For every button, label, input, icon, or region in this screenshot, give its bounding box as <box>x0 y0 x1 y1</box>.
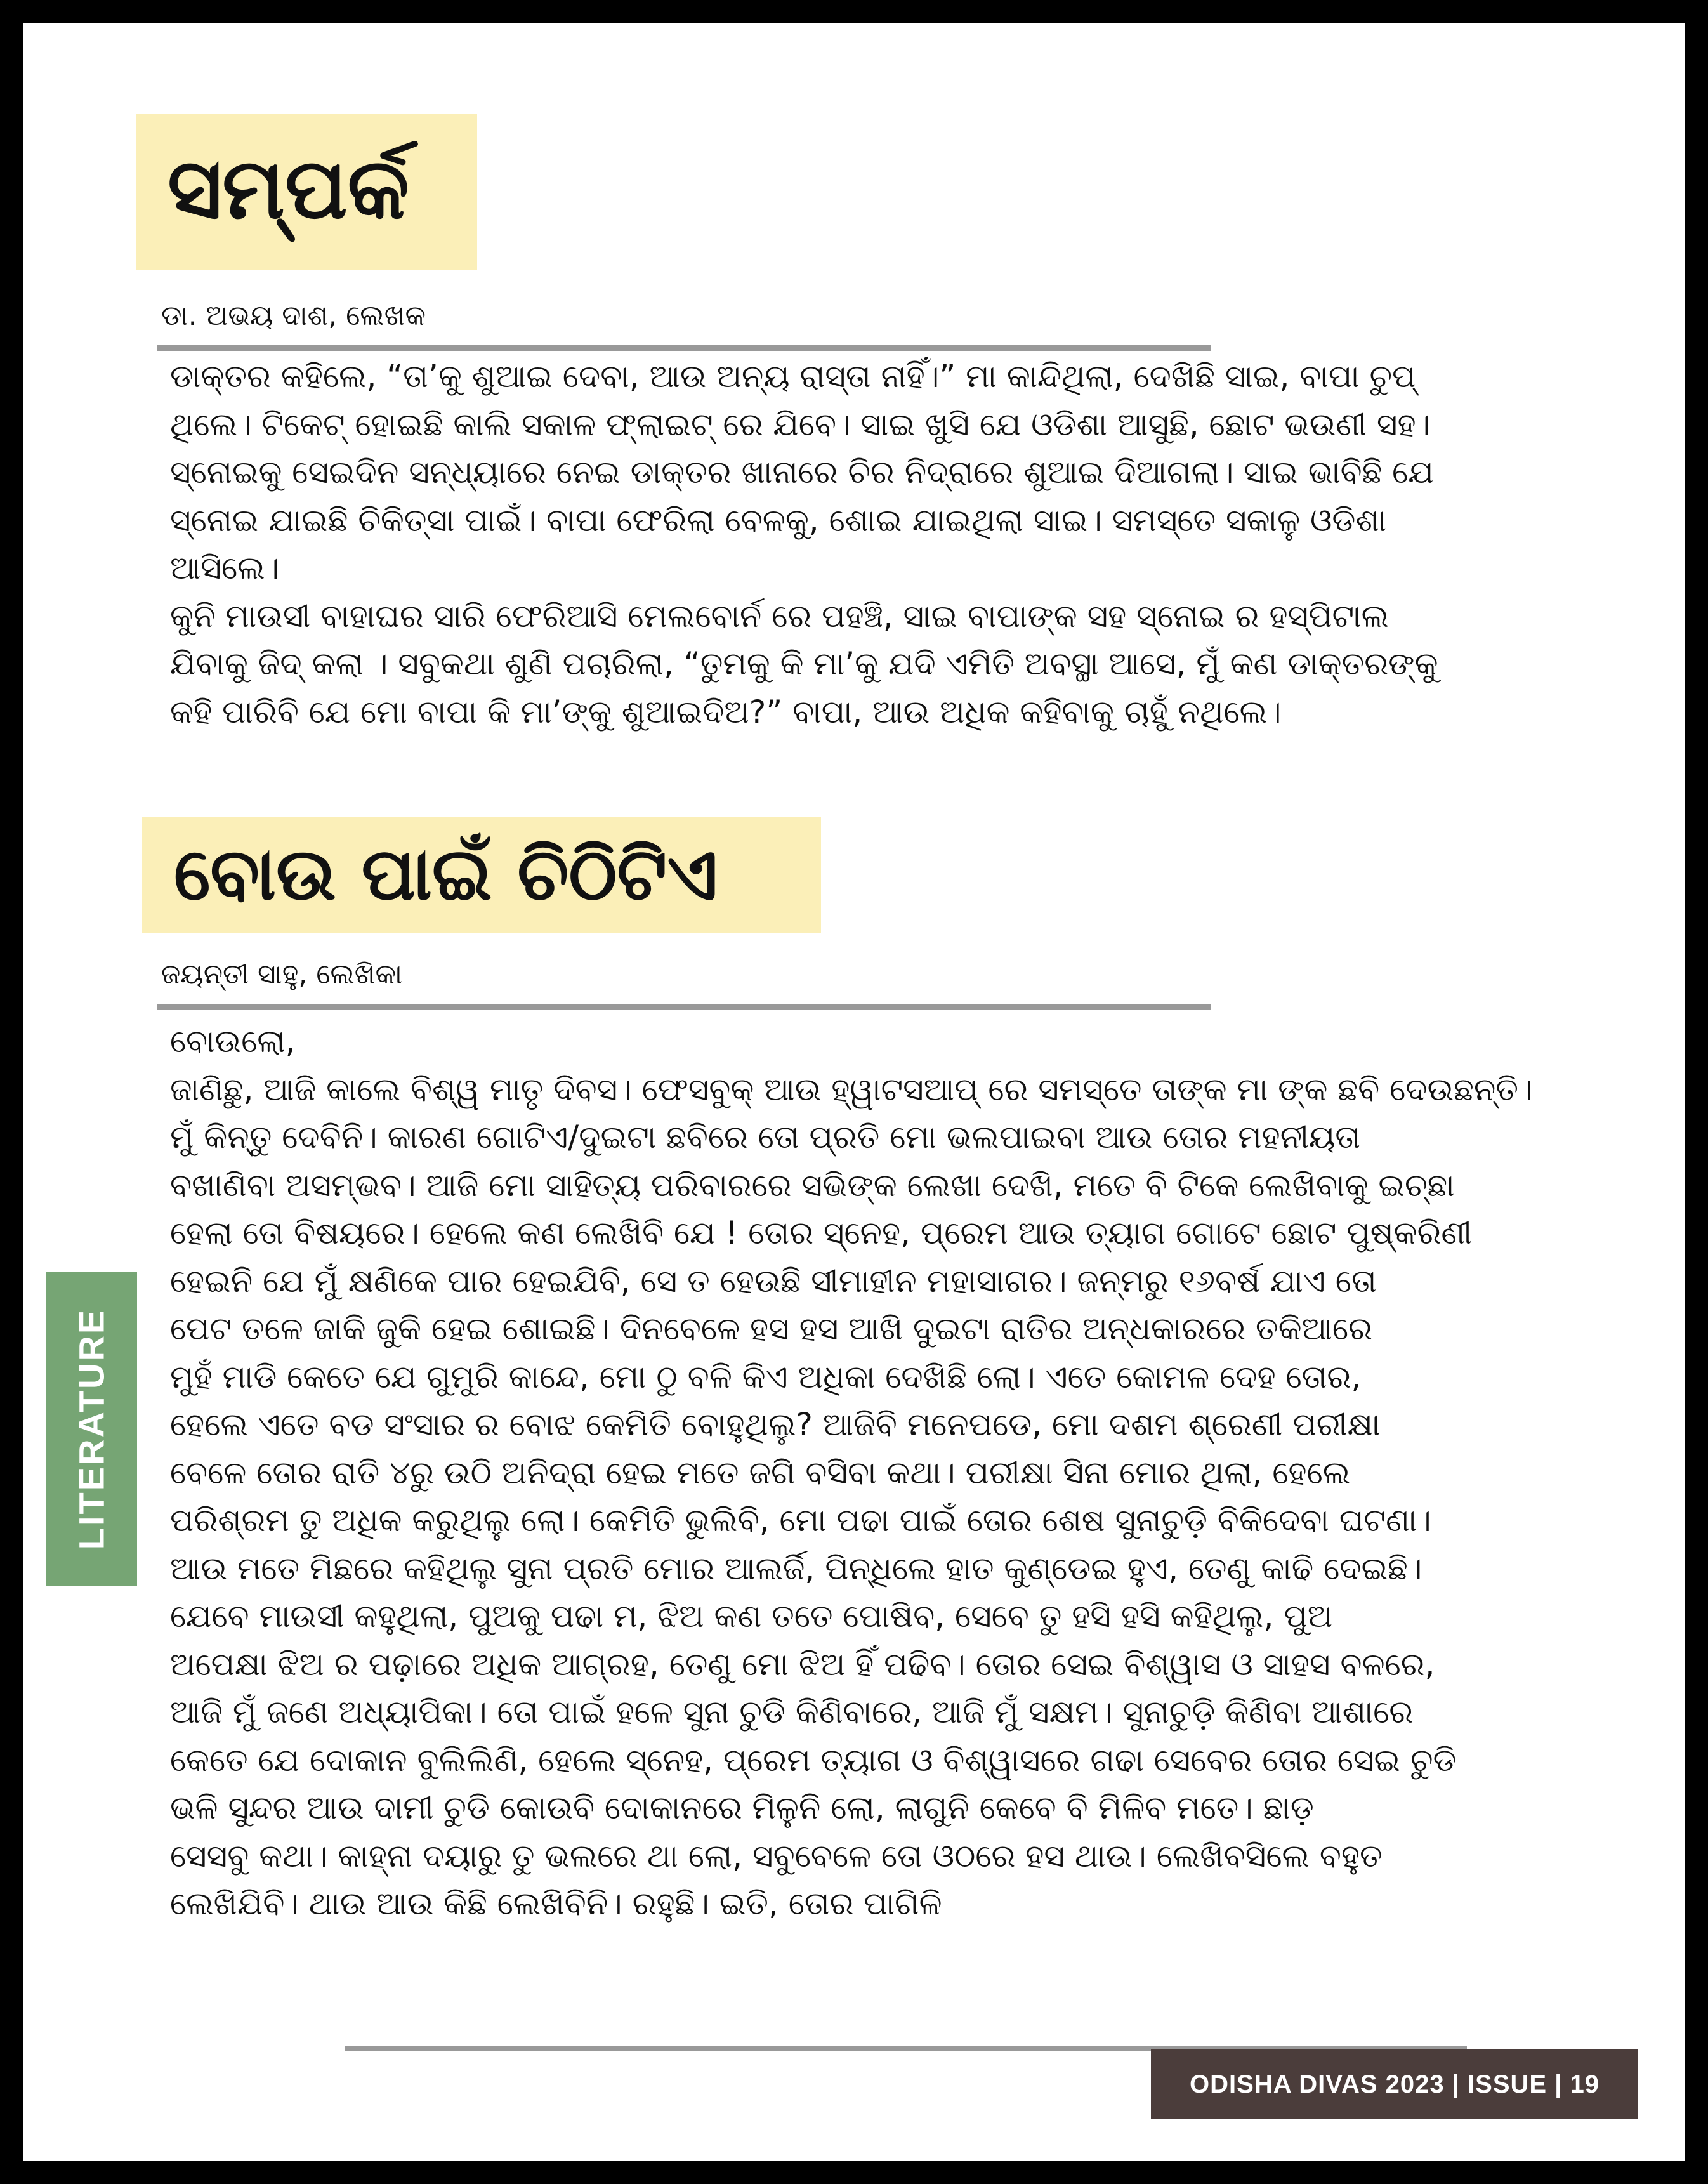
text-line: ଅପେକ୍ଷା ଝିଅ ର ପଢ଼ାରେ ଅଧିକ ଆଗ୍ରହ, ତେଣୁ ମୋ ଝିଅ ହିଁ ପଢିବ। ତୋର ସେଇ ବିଶ୍ୱାସ ଓ ସାହସ ବଳରେ, <box>170 1645 1435 1683</box>
text-line: ବେଳେ ତୋର ରାତି ୪ରୁ ଉଠି ଅନିଦ୍ରା ହେଇ ମତେ ଜଗି ବସିବା କଥା। ପରୀକ୍ଷା ସିନା ମୋର ଥିଲା, ହେଲେ <box>170 1454 1351 1491</box>
text-line: ସ୍ନୋଇକୁ ସେଇଦିନ ସନ୍ଧ୍ୟାରେ ନେଇ ଡାକ୍ତର ଖାନାରେ ଚିର ନିଦ୍ରାରେ ଶୁଆଇ ଦିଆଗଲା। ସାଇ ଭାବିଛି ଯେ <box>170 454 1434 490</box>
text-line: ମୁଁ କିନ୍ତୁ ଦେବିନି। କାରଣ ଗୋଟିଏ/ଦୁଇଟା ଛବିରେ ତୋ ପ୍ରତି ମୋ ଭଲପାଇବା ଆଉ ତୋର ମହନୀୟତା <box>170 1119 1361 1155</box>
article2-divider <box>157 1004 1211 1010</box>
text-line: ମୁହଁ ମାଡି କେତେ ଯେ ଗୁମୁରି କାନ୍ଦେ, ମୋ ଠୁ ବଳି କିଏ ଅଧିକା ଦେଖିଛି ଲୋ। ଏତେ କୋମଳ ଦେହ ତୋର, <box>170 1358 1362 1395</box>
text-line: କେତେ ଯେ ଦୋକାନ ବୁଲିଲିଣି, ହେଲେ ସ୍ନେହ, ପ୍ରେମ ତ୍ୟାଗ ଓ ବିଶ୍ୱାସରେ ଗଢା ସେବେର ତୋର ସେଇ ଚୁଡି <box>170 1741 1457 1779</box>
text-line: ବଖାଣିବା ଅସମ୍ଭବ। ଆଜି ମୋ ସାହିତ୍ୟ ପରିବାରରେ ସଭିଙ୍କ ଲେଖା ଦେଖି, ମତେ ବି ଟିକେ ଲେଖିବାକୁ ଇଚ୍ଛା <box>170 1166 1455 1204</box>
footer-label: ODISHA DIVAS 2023 | ISSUE | 19 <box>1190 2070 1600 2098</box>
text-line: ଭଳି ସୁନ୍ଦର ଆଉ ଦାମୀ ଚୁଡି କୋଉବି ଦୋକାନରେ ମିଳୁନି ଲୋ, ଲାଗୁନି କେବେ ବି ମିଳିବ ମତେ। ଛାଡ଼ <box>170 1789 1314 1826</box>
article2-body <box>170 1018 1585 1928</box>
text-line: କୁନି ମାଉସୀ ବାହାଘର ସାରି ଫେରିଆସି ମେଲବୋର୍ନ ରେ ପହଞ୍ଚି, ସାଇ ବାପାଙ୍କ ସହ ସ୍ନୋଇ ର ହସ୍ପିଟାଲ <box>170 597 1389 635</box>
text-line: ଥିଲେ। ଟିକେଟ୍ ହୋଇଛି କାଲି ସକାଳ ଫ୍ଲାଇଟ୍ ରେ ଯିବେ। ସାଇ ଖୁସି ଯେ ଓଡିଶା ଆସୁଛି, ଛୋଟ ଭଉଣୀ ସହ। <box>170 405 1431 443</box>
article2-title-box <box>142 817 821 933</box>
article2-author: ଜୟନ୍ତୀ ସାହୁ, ଲେଖିକା <box>161 958 403 990</box>
article2-title: ବୋଉ ପାଇଁ ଚିଠିଟିଏ <box>174 832 718 916</box>
text-line: ହେଇନି ଯେ ମୁଁ କ୍ଷଣିକେ ପାର ହେଇଯିବି, ସେ ତ ହେଉଛି ସୀମାହୀନ ମହାସାଗର। ଜନ୍ମରୁ ୧୬ବର୍ଷ ଯାଏ ତୋ <box>170 1262 1377 1299</box>
text-line: ପେଟ ତଳେ ଜାକି ଜୁକି ହେଇ ଶୋଇଛି। ଦିନବେଳେ ହସ ହସ ଆଖି ଦୁଇଟା ରାତିର ଅନ୍ଧକାରରେ ତକିଆରେ <box>170 1310 1372 1347</box>
text-line: ଜାଣିଛୁ, ଆଜି କାଲେ ବିଶ୍ୱ ମାତୃ ଦିବସ। ଫେସବୁକ୍ ଆଉ ହ୍ୱାଟସଆପ୍ ରେ ସମସ୍ତେ ତାଙ୍କ ମା ଙ୍କ ଛବି ଦେଉଛନ୍ତି। <box>170 1070 1533 1108</box>
section-tab-label: LITERATURE <box>71 1308 112 1550</box>
article1-body <box>170 353 1585 736</box>
text-line: ସ୍ନୋଇ ଯାଇଛି ଚିକିତ୍ସା ପାଇଁ। ବାପା ଫେରିଲା ବେଳକୁ, ଶୋଇ ଯାଇଥିଲା ସାଇ। ସମସ୍ତେ ସକାଳୁ ଓଡିଶା <box>170 501 1387 539</box>
text-line: ଡାକ୍ତର କହିଲେ, “ତା’କୁ ଶୁଆଇ ଦେବା, ଆଉ ଅନ୍ୟ ରାସ୍ତା ନାହିଁ।” ମା କାନ୍ଦିଥିଲା, ଦେଖିଛି ସାଇ, ବାପା ଚୁପ୍ <box>170 358 1416 395</box>
text-line: ହେଲା ତୋ ବିଷୟରେ। ହେଲେ କଣ ଲେଖିବି ଯେ ! ତୋର ସ୍ନେହ, ପ୍ରେମ ଆଉ ତ୍ୟାଗ ଗୋଟେ ଛୋଟ ପୁଷ୍କରିଣୀ <box>170 1214 1473 1251</box>
text-line: ସେସବୁ କଥା। କାହ୍ନା ଦୟାରୁ ତୁ ଭଲରେ ଥା ଲୋ, ସବୁବେଳେ ତୋ ଓଠରେ ହସ ଥାଉ। ଲେଖିବସିଲେ ବହୁତ <box>170 1837 1383 1874</box>
text-line: ଯିବାକୁ ଜିଦ୍ କଲା । ସବୁକଥା ଶୁଣି ପଚାରିଲା, “ତୁମକୁ କି ମା’କୁ ଯଦି ଏମିତି ଅବସ୍ଥା ଆସେ, ମୁଁ କଣ ଡାକ୍ତରଙ୍କୁ <box>170 645 1438 682</box>
text-line: ଲେଖିଯିବି। ଥାଉ ଆଉ କିଛି ଲେଖିବିନି। ରହୁଛି। ଇତି, ତୋର ପାଗିଳି <box>170 1885 942 1922</box>
article1-title: ସମ୍ପର୍କ <box>168 140 410 238</box>
text-line: ପରିଶ୍ରମ ତୁ ଅଧିକ କରୁଥିଲୁ ଲୋ। କେମିତି ଭୁଲିବି, ମୋ ପଢା ପାଇଁ ତୋର ଶେଷ ସୁନାଚୁଡ଼ି ବିକିଦେବା ଘଟଣା। <box>170 1502 1431 1539</box>
article1-author: ଡା. ଅଭୟ ଦାଶ, ଲେଖକ <box>161 299 426 332</box>
footer-badge <box>1151 2049 1638 2119</box>
article1-divider <box>157 345 1211 351</box>
text-line: ଯେବେ ମାଉସୀ କହୁଥିଲା, ପୁଅକୁ ପଢା ମ, ଝିଅ କଣ ତତେ ପୋଷିବ, ସେବେ ତୁ ହସି ହସି କହିଥିଲୁ, ପୁଅ <box>170 1598 1333 1635</box>
text-line: ଆଉ ମତେ ମିଛରେ କହିଥିଲୁ ସୁନା ପ୍ରତି ମୋର ଆଲର୍ଜି, ପିନ୍ଧିଲେ ହାତ କୁଣ୍ଡେଇ ହୁଏ, ତେଣୁ କାଢି ଦେଇଛି। <box>170 1549 1422 1587</box>
text-line: ବୋଉଲୋ, <box>170 1023 296 1060</box>
text-line: ହେଲେ ଏତେ ବଡ ସଂସାର ର ବୋଝ କେମିତି ବୋହୁଥିଲୁ? ଆଜିବି ମନେପଡେ, ମୋ ଦଶମ ଶ୍ରେଣୀ ପରୀକ୍ଷା <box>170 1406 1381 1443</box>
article1-title-box <box>136 114 477 270</box>
text-line: ଆସିଲେ। <box>170 549 280 586</box>
text-line: କହି ପାରିବି ଯେ ମୋ ବାପା କି ମା’ଙ୍କୁ ଶୁଆଇଦିଅ?” ବାପା, ଆଉ ଅଧିକ କହିବାକୁ ଚାହୁଁ ନଥିଲେ। <box>170 693 1282 730</box>
text-line: ଆଜି ମୁଁ ଜଣେ ଅଧ୍ୟାପିକା। ତୋ ପାଇଁ ହଳେ ସୁନା ଚୁଡି କିଣିବାରେ, ଆଜି ମୁଁ ସକ୍ଷମ। ସୁନାଚୁଡ଼ି କିଣିବା ଆଶାରେ <box>170 1694 1414 1730</box>
magazine-page <box>23 23 1685 2161</box>
section-tab <box>46 1272 137 1586</box>
